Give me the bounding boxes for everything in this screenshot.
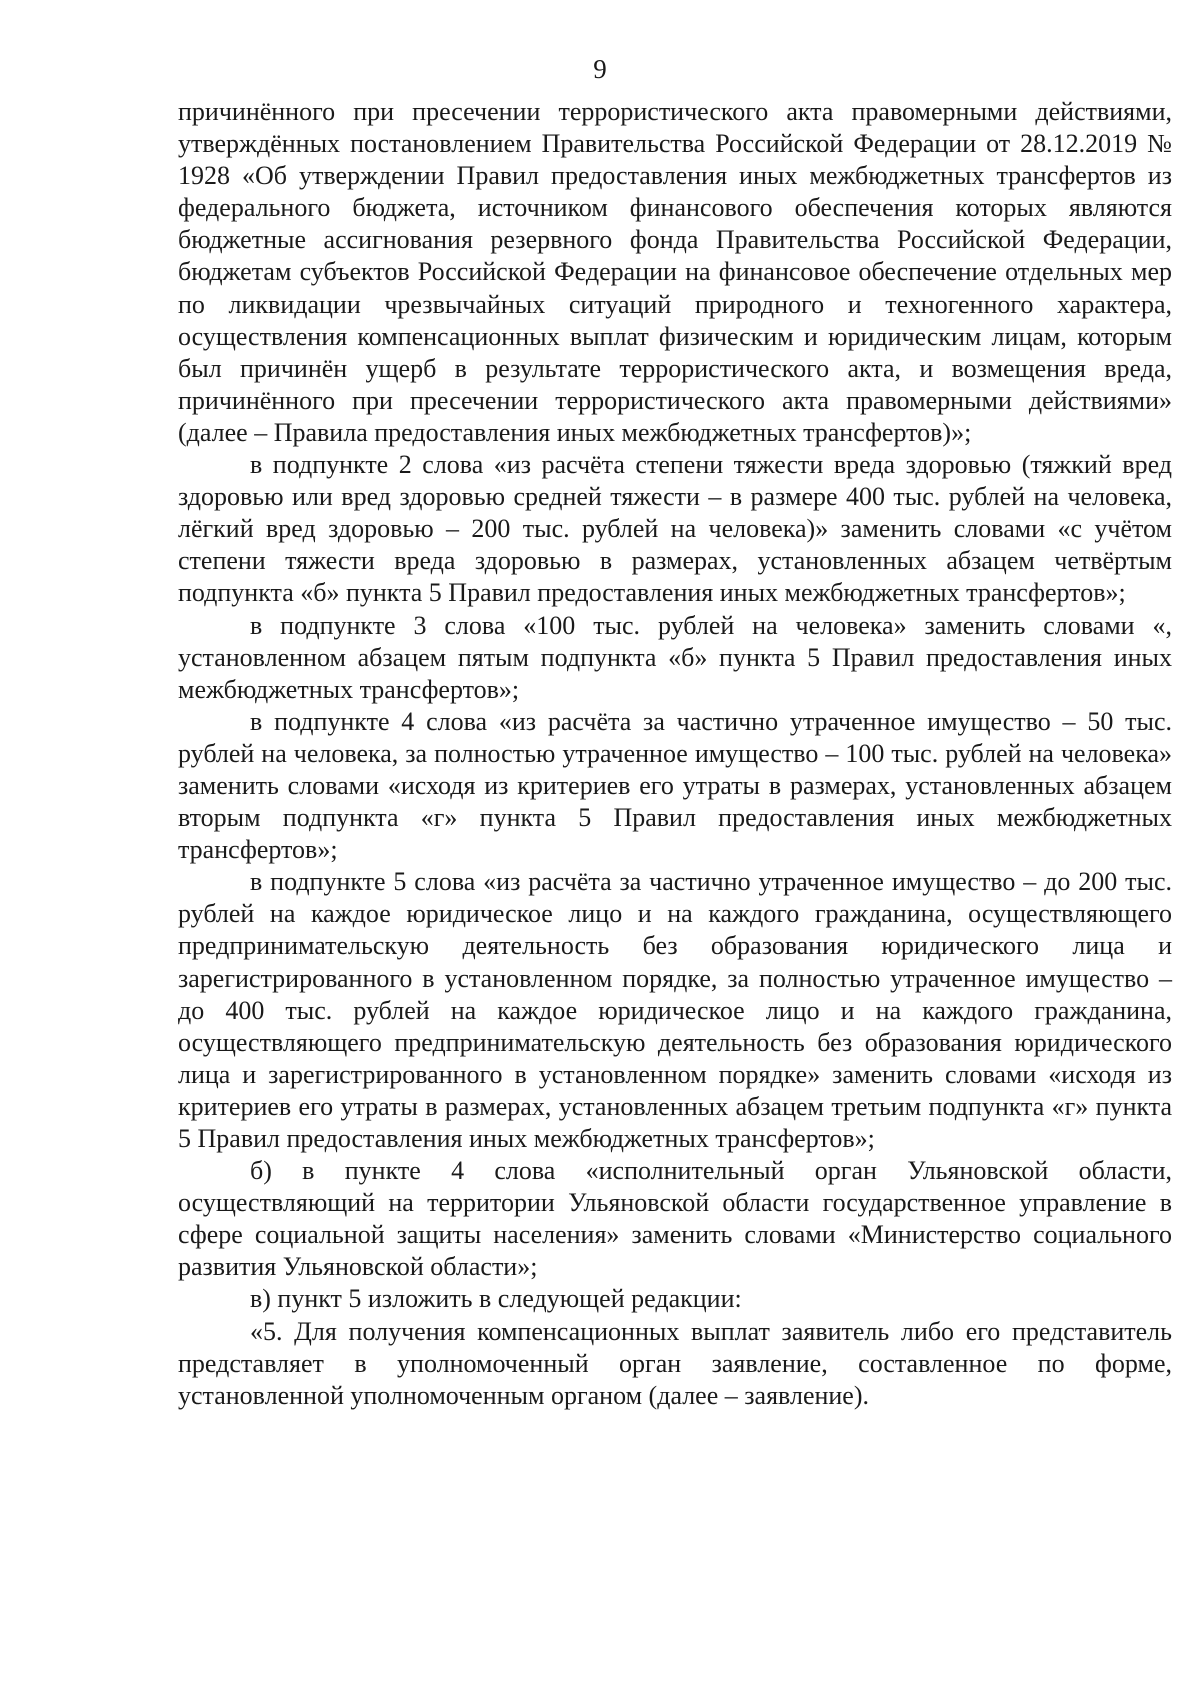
paragraph-subitem-3: в подпункте 3 слова «100 тыс. рублей на человека» заменить словами «, установленном абзацем пятым подпункта «б» пункта 5 Правил предоставления иных межбюджетных трансфертов»;: [178, 610, 1172, 704]
paragraph-point-5: «5. Для получения компенсационных выплат заявитель либо его представитель представляет в уполномоченный орган заявление, составленное по форме, установленной уполномоченным органом (далее – заявление).: [178, 1316, 1172, 1410]
paragraph-subitem-5: в подпункте 5 слова «из расчёта за частично утраченное имущество – до 200 тыс. рублей на каждое юридическое лицо и на каждого гражданина, осуществляющего предпринимательскую деятельность без образования юридического лица и зарегистрированного в установленном порядке, за полностью утраченное имущество – до 400 тыс. рублей на каждое юридическое лицо и на каждого гражданина, осуществляющего предпринимательскую деятельность без образования юридического лица и зарегистрированного в установленном порядке» заменить словами «исходя из критериев его утраты в размерах, установленных абзацем третьим подпункта «г» пункта 5 Правил предоставления иных межбюджетных трансфертов»;: [178, 867, 1172, 1153]
paragraph-item-b: б) в пункте 4 слова «исполнительный орган Ульяновской области, осуществляющий на территории Ульяновской области государственное управление в сфере социальной защиты населения» заменить словами «Министерство социального развития Ульяновской области»;: [178, 1156, 1172, 1282]
paragraph-item-v: в) пункт 5 изложить в следующей редакции:: [250, 1284, 742, 1314]
document-body: [178, 96, 1172, 1412]
paragraph-subitem-4: в подпункте 4 слова «из расчёта за частично утраченное имущество – 50 тыс. рублей на человека, за полностью утраченное имущество – 100 тыс. рублей на человека» заменить словами «исходя из критериев его утраты в размерах, установленных абзацем вторым подпункта «г» пункта 5 Правил предоставления иных межбюджетных трансфертов»;: [178, 706, 1172, 865]
page-number: 9: [593, 54, 607, 84]
paragraph-subitem-2: в подпункте 2 слова «из расчёта степени тяжести вреда здоровью (тяжкий вред здоровью или вред здоровью средней тяжести – в размере 400 тыс. рублей на человека, лёгкий вред здоровью – 200 тыс. рублей на человека)» заменить словами «с учётом степени тяжести вреда здоровью в размерах, установленных абзацем четвёртым подпункта «б» пункта 5 Правил предоставления иных межбюджетных трансфертов»;: [178, 450, 1172, 608]
paragraph-continuation: причинённого при пресечении террористического акта правомерными действиями, утверждённых постановлением Правительства Российской Федерации от 28.12.2019 № 1928 «Об утверждении Правил предоставления иных межбюджетных трансфертов из федерального бюджета, источником финансового обеспечения которых являются бюджетные ассигнования резервного фонда Правительства Российской Федерации, бюджетам субъектов Российской Федерации на финансовое обеспечение отдельных мер по ликвидации чрезвычайных ситуаций природного и техногенного характера, осуществления компенсационных выплат физическим и юридическим лицам, которым был причинён ущерб в результате террористического акта, и возмещения вреда, причинённого при пресечении террористического акта правомерными действиями» (далее – Правила предоставления иных межбюджетных трансфертов)»;: [178, 97, 1172, 447]
